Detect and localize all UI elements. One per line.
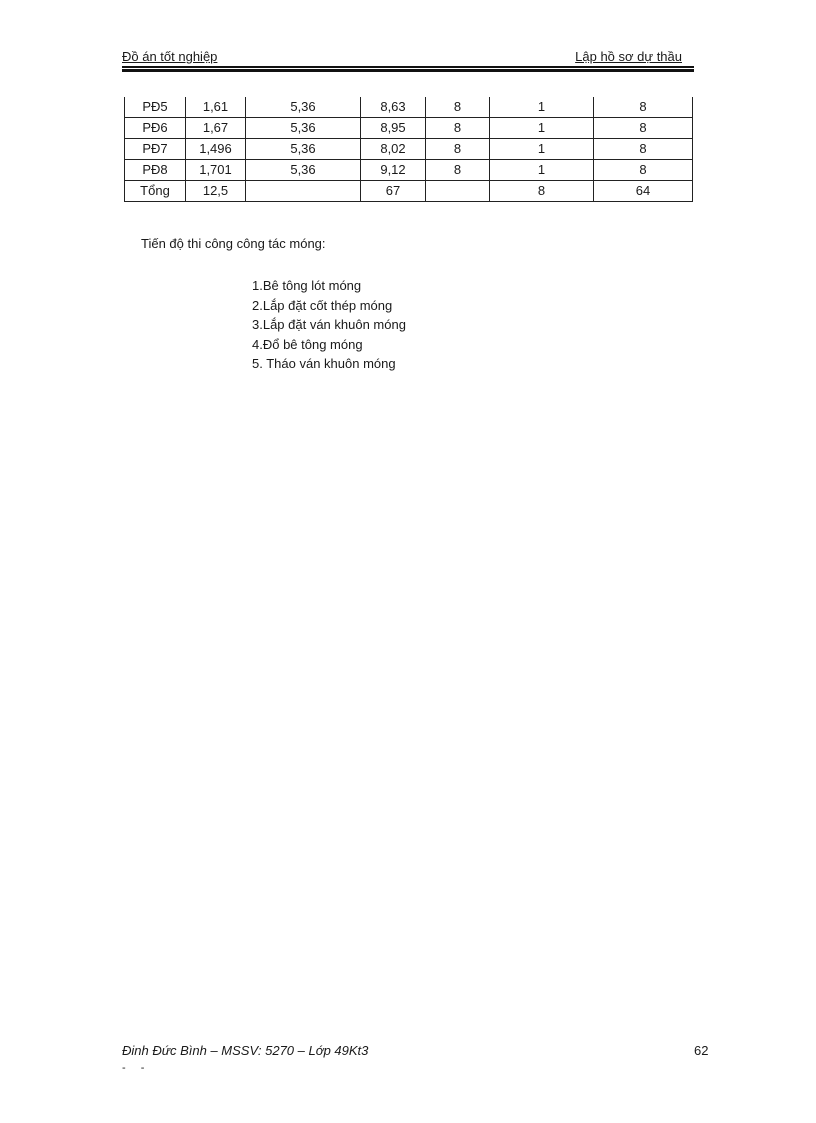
- table-cell: 64: [594, 181, 693, 202]
- table-cell: 1,61: [186, 97, 246, 118]
- header-rule-thin: [122, 66, 694, 68]
- table-cell: 5,36: [246, 160, 361, 181]
- table-cell: 8: [594, 160, 693, 181]
- list-item: 1.Bê tông lót móng: [252, 278, 362, 293]
- table-cell: 8: [426, 139, 490, 160]
- table-cell: 1: [490, 118, 594, 139]
- table-cell: 1: [490, 139, 594, 160]
- table-row-total: [125, 181, 693, 202]
- table-row: [125, 139, 693, 160]
- footer-author: Đinh Đức Bình – MSSV: 5270 – Lớp 49Kt3: [122, 1043, 369, 1058]
- table-cell: 1,701: [186, 160, 246, 181]
- table-cell: 1: [490, 97, 594, 118]
- table-cell: 8: [490, 181, 594, 202]
- table-cell: PĐ7: [125, 139, 186, 160]
- table-cell: PĐ6: [125, 118, 186, 139]
- table-cell: 5,36: [246, 139, 361, 160]
- table-cell: 8: [594, 118, 693, 139]
- table-cell: 67: [361, 181, 426, 202]
- table-cell: 8: [426, 160, 490, 181]
- list-item: 2.Lắp đặt cốt thép móng: [252, 297, 393, 313]
- table-cell: 9,12: [361, 160, 426, 181]
- table-cell: 8: [426, 97, 490, 118]
- table-cell: 1,67: [186, 118, 246, 139]
- table-cell: PĐ5: [125, 97, 186, 118]
- schedule-intro: Tiến độ thi công công tác móng:: [141, 236, 326, 251]
- header-right-title: Lập hồ sơ dự thầu: [575, 49, 682, 64]
- table-cell: 8,63: [361, 97, 426, 118]
- table-cell: 1,496: [186, 139, 246, 160]
- table-cell: 8: [426, 118, 490, 139]
- table-cell: 5,36: [246, 118, 361, 139]
- footer-dashes: - -: [122, 1062, 151, 1074]
- page-number: 62: [694, 1043, 709, 1058]
- table-row: [125, 160, 693, 181]
- list-item: 5. Tháo ván khuôn móng: [252, 356, 396, 371]
- quantity-table: [124, 97, 693, 202]
- table-cell: [426, 181, 490, 202]
- table-row: [125, 118, 693, 139]
- step-list: [252, 276, 406, 374]
- table-cell: 8: [594, 97, 693, 118]
- table-cell: Tổng: [125, 181, 186, 202]
- header-left-title: Đồ án tốt nghiệp: [122, 49, 218, 64]
- table-cell: [246, 181, 361, 202]
- table-row: [125, 97, 693, 118]
- list-item: 3.Lắp đặt ván khuôn móng: [252, 317, 406, 332]
- table-cell: 8: [594, 139, 693, 160]
- table-cell: 8,95: [361, 118, 426, 139]
- table-cell: 12,5: [186, 181, 246, 202]
- table-cell: PĐ8: [125, 160, 186, 181]
- table-cell: 5,36: [246, 97, 361, 118]
- list-item: 4.Đổ bê tông móng: [252, 336, 363, 352]
- table-cell: 8,02: [361, 139, 426, 160]
- header-rule-thick: [122, 69, 694, 72]
- table-cell: 1: [490, 160, 594, 181]
